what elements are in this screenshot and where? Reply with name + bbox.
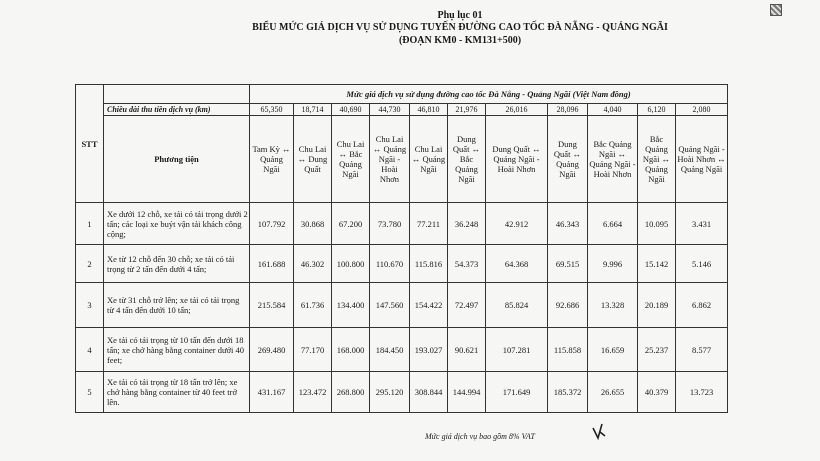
price-cell: 268.800 [332,372,370,413]
route-header: Bắc Quảng Ngãi ↔ Quảng Ngãi [638,116,676,203]
row-vehicle: Xe tải có tải trọng từ 10 tấn đến dưới 18 tấn; xe chở hàng bằng container dưới 40 feet; [104,328,250,372]
table-row [76,328,728,372]
price-cell: 107.281 [486,328,548,372]
row-stt: 1 [76,203,104,245]
row-vehicle: Xe từ 12 chỗ đến 30 chỗ; xe tải có tải trọng từ 2 tấn đến dưới 4 tấn; [104,245,250,283]
price-cell: 20.189 [638,283,676,328]
route-header: Quảng Ngãi - Hoài Nhơn ↔ Quảng Ngãi [676,116,728,203]
price-cell: 5.146 [676,245,728,283]
price-cell: 147.560 [370,283,410,328]
price-cell: 161.688 [250,245,294,283]
price-cell: 107.792 [250,203,294,245]
length-value: 40,690 [332,104,370,116]
price-cell: 9.996 [588,245,638,283]
price-cell: 144.994 [448,372,486,413]
price-cell: 15.142 [638,245,676,283]
price-cell: 92.686 [548,283,588,328]
table-row [76,245,728,283]
price-cell: 77.170 [294,328,332,372]
length-value: 6,120 [638,104,676,116]
price-cell: 154.422 [410,283,448,328]
price-cell: 308.844 [410,372,448,413]
price-cell: 13.328 [588,283,638,328]
price-cell: 115.858 [548,328,588,372]
route-header: Dung Quất ↔ Bắc Quảng Ngãi [448,116,486,203]
signature-initial-icon [590,420,612,442]
price-cell: 30.868 [294,203,332,245]
row-stt: 3 [76,283,104,328]
price-cell: 3.431 [676,203,728,245]
price-cell: 134.400 [332,283,370,328]
length-value: 46,810 [410,104,448,116]
price-cell: 25.237 [638,328,676,372]
price-cell: 85.824 [486,283,548,328]
price-cell: 72.497 [448,283,486,328]
stt-header: STT [76,85,104,203]
length-value: 4,040 [588,104,638,116]
price-cell: 67.200 [332,203,370,245]
route-header: Chu Lai ↔ Quảng Ngãi - Hoài Nhơn [370,116,410,203]
price-cell: 61.736 [294,283,332,328]
appendix-label: Phụ lục 01 [437,10,483,21]
price-cell: 64.368 [486,245,548,283]
header-blank [104,85,250,104]
price-cell: 269.480 [250,328,294,372]
route-header: Chu Lai ↔ Dung Quất [294,116,332,203]
price-cell: 123.472 [294,372,332,413]
price-cell: 431.167 [250,372,294,413]
route-header: Dung Quất ↔ Quảng Ngãi - Hoài Nhơn [486,116,548,203]
toll-fee-table [75,84,728,413]
length-value: 44,730 [370,104,410,116]
length-value: 18,714 [294,104,332,116]
price-cell: 46.302 [294,245,332,283]
row-vehicle: Xe dưới 12 chỗ, xe tải có tải trọng dưới 2 tấn; các loại xe buýt vận tải khách công cộng; [104,203,250,245]
length-value: 28,096 [548,104,588,116]
row-vehicle: Xe tải có tải trọng từ 18 tấn trở lên; xe chở hàng bằng container từ 40 feet trở lên. [104,372,250,413]
length-label: Chiều dài thu tiền dịch vụ (km) [104,104,250,116]
price-cell: 8.577 [676,328,728,372]
row-stt: 4 [76,328,104,372]
price-cell: 46.343 [548,203,588,245]
document-subtitle: (ĐOẠN KM0 - KM131+500) [398,35,522,46]
price-cell: 6.664 [588,203,638,245]
vat-note: Mức giá dịch vụ bao gồm 8% VAT [425,432,535,441]
length-value: 2,080 [676,104,728,116]
price-header: Mức giá dịch vụ sử dụng đường cao tốc Đà Nẵng - Quảng Ngãi (Việt Nam đồng) [250,85,728,104]
price-cell: 110.670 [370,245,410,283]
price-cell: 168.000 [332,328,370,372]
table-row [76,283,728,328]
price-cell: 295.120 [370,372,410,413]
price-cell: 115.816 [410,245,448,283]
price-cell: 100.800 [332,245,370,283]
price-cell: 90.621 [448,328,486,372]
length-value: 26,016 [486,104,548,116]
route-header: Tam Kỳ ↔ Quảng Ngãi [250,116,294,203]
price-cell: 13.723 [676,372,728,413]
price-cell: 193.027 [410,328,448,372]
length-value: 21,976 [448,104,486,116]
route-header: Dung Quất ↔ Quảng Ngãi [548,116,588,203]
price-cell: 10.095 [638,203,676,245]
document-title: BIỂU MỨC GIÁ DỊCH VỤ SỬ DỤNG TUYẾN ĐƯỜNG CAO TỐC ĐÀ NẴNG - QUẢNG NGÃI [252,22,668,33]
price-cell: 42.912 [486,203,548,245]
table-row [76,203,728,245]
row-stt: 2 [76,245,104,283]
vehicle-header: Phương tiện [104,116,250,203]
price-cell: 77.211 [410,203,448,245]
price-cell: 40.379 [638,372,676,413]
route-header: Bắc Quảng Ngãi ↔ Quảng Ngãi - Hoài Nhơn [588,116,638,203]
qr-mark-icon [770,4,782,16]
price-cell: 184.450 [370,328,410,372]
table-row [76,372,728,413]
price-cell: 69.515 [548,245,588,283]
length-value: 65,350 [250,104,294,116]
price-cell: 54.373 [448,245,486,283]
row-vehicle: Xe từ 31 chỗ trở lên; xe tải có tải trọng từ 4 tấn đến dưới 10 tấn; [104,283,250,328]
price-cell: 215.584 [250,283,294,328]
price-cell: 26.655 [588,372,638,413]
price-cell: 36.248 [448,203,486,245]
route-header: Chu Lai ↔ Quảng Ngãi [410,116,448,203]
route-header: Chu Lai ↔ Bắc Quảng Ngãi [332,116,370,203]
row-stt: 5 [76,372,104,413]
price-cell: 16.659 [588,328,638,372]
price-cell: 6.862 [676,283,728,328]
price-cell: 185.372 [548,372,588,413]
price-cell: 73.780 [370,203,410,245]
price-cell: 171.649 [486,372,548,413]
